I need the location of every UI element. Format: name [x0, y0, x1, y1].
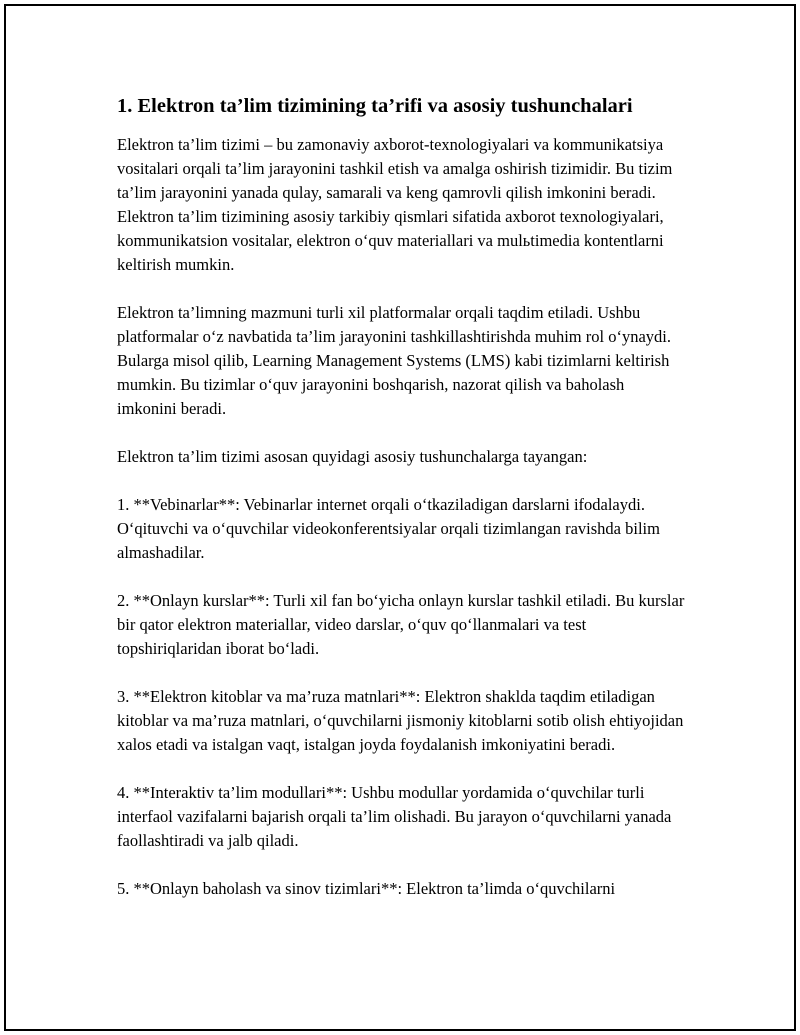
- intro-paragraph: Elektron ta’lim tizimi – bu zamonaviy axborot-texnologiyalari va kommunikatsiya vositalari orqali ta’lim jarayonini tashkil etish va amalga oshirish tizimidir. Bu tizim ta’lim jarayonini yanada qulay, samarali va keng qamrovli qilish imkonini beradi. Elektron ta’lim tizimining asosiy tarkibiy qismlari sifatida axborot texnologiyalari, kommunikatsion vositalar, elektron o‘quv materiallari va mulьtimedia kontentlarni keltirish mumkin.: [117, 135, 673, 274]
- platforms-paragraph: Elektron ta’limning mazmuni turli xil platformalar orqali taqdim etiladi. Ushbu platformalar o‘z navbatida ta’lim jarayonini tashkillashtirishda muhim rol o‘ynaydi. Bularga misol qilib, Learning Management Systems (LMS) kabi tizimlarni keltirish mumkin. Bu tizimlar o‘quv jarayonini boshqarish, nazorat qilish va baholash imkonini beradi.: [117, 303, 671, 418]
- document-body: [117, 92, 687, 925]
- list-item-online-courses: 2. **Onlayn kurslar**: Turli xil fan bo‘yicha onlayn kurslar tashkil etiladi. Bu kurslar bir qator elektron materiallar, video darslar, o‘quv qo‘llanmalari va test topshiriqlaridan iborat bo‘ladi.: [117, 591, 685, 658]
- list-item-ebooks: 3. **Elektron kitoblar va ma’ruza matnlari**: Elektron shaklda taqdim etiladigan kitoblar va ma’ruza matnlari, o‘quvchilarni jismoniy kitoblarni sotib olish ehtiyojidan xalos etadi va istalgan vaqt, istalgan joyda foydalanish imkoniyatini beradi.: [117, 687, 684, 754]
- section-heading: 1. Elektron ta’lim tizimining ta’rifi va asosiy tushunchalari: [117, 95, 633, 117]
- concepts-intro-paragraph: Elektron ta’lim tizimi asosan quyidagi asosiy tushunchalarga tayangan:: [117, 447, 588, 466]
- list-item-interactive-modules: 4. **Interaktiv ta’lim modullari**: Ushbu modullar yordamida o‘quvchilar turli interfaol vazifalarni bajarish orqali ta’lim olishadi. Bu jarayon o‘quvchilarni yanada faollashtiradi va jalb qiladi.: [117, 783, 672, 850]
- list-item-webinars: 1. **Vebinarlar**: Vebinarlar internet orqali o‘tkaziladigan darslarni ifodalaydi. O‘qituvchi va o‘quvchilar videokonferentsiyalar orqali tizimlangan ravishda bilim almashadilar.: [117, 495, 660, 562]
- list-item-online-assessment: 5. **Onlayn baholash va sinov tizimlari**: Elektron ta’limda o‘quvchilarni: [117, 879, 616, 898]
